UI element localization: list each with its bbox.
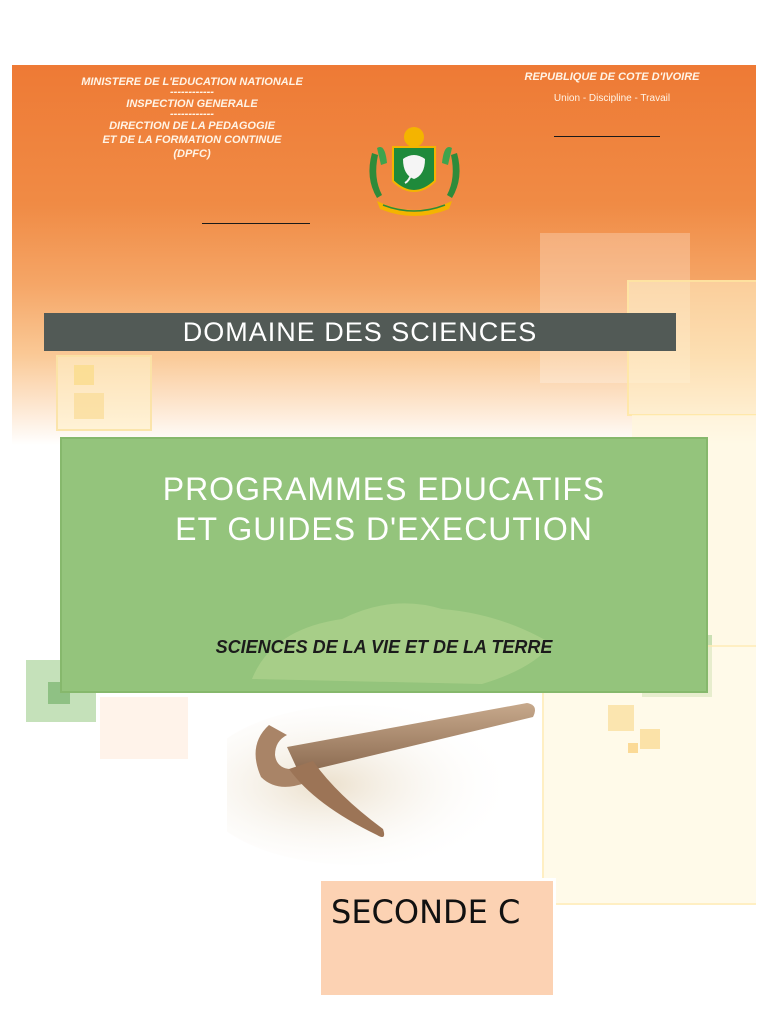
national-motto: Union - Discipline - Travail xyxy=(553,93,671,104)
program-title-line2: ET GUIDES D'EXECUTION xyxy=(175,511,593,547)
cover-page xyxy=(12,65,756,1005)
subject-title: SCIENCES DE LA VIE ET DE LA TERRE xyxy=(215,637,553,657)
decorative-square xyxy=(628,743,638,753)
program-title-line1: PROGRAMMES EDUCATIFS xyxy=(162,471,606,507)
program-box xyxy=(60,437,708,693)
direction-name-line2: ET DE LA FORMATION CONTINUE xyxy=(102,134,282,146)
decorative-square xyxy=(640,729,660,749)
decorative-square xyxy=(100,697,188,759)
level-box xyxy=(318,878,556,998)
pickaxe-icon xyxy=(227,685,567,865)
domain-title: DOMAINE DES SCIENCES xyxy=(44,313,676,351)
ministry-header xyxy=(42,75,342,161)
direction-name-line1: DIRECTION DE LA PEDAGOGIE xyxy=(109,120,275,132)
direction-acronym: (DPFC) xyxy=(173,148,211,160)
header-left-rule xyxy=(202,223,310,224)
ministry-name: MINISTERE DE L'EDUCATION NATIONALE xyxy=(81,76,303,88)
inspection-name: INSPECTION GENERALE xyxy=(126,98,258,110)
republic-name: REPUBLIQUE DE COTE D'IVOIRE xyxy=(524,71,700,83)
decorative-square xyxy=(56,355,152,431)
header-right-rule xyxy=(554,136,660,137)
decorative-square xyxy=(74,393,104,419)
republic-header xyxy=(482,71,742,104)
decorative-square xyxy=(608,705,634,731)
header-separator: ------------ xyxy=(170,108,214,120)
level-title: SECONDE C xyxy=(331,893,521,931)
header-separator: ------------ xyxy=(170,86,214,98)
coat-of-arms-icon xyxy=(357,123,472,223)
program-title xyxy=(62,469,706,549)
decorative-square xyxy=(74,365,94,385)
